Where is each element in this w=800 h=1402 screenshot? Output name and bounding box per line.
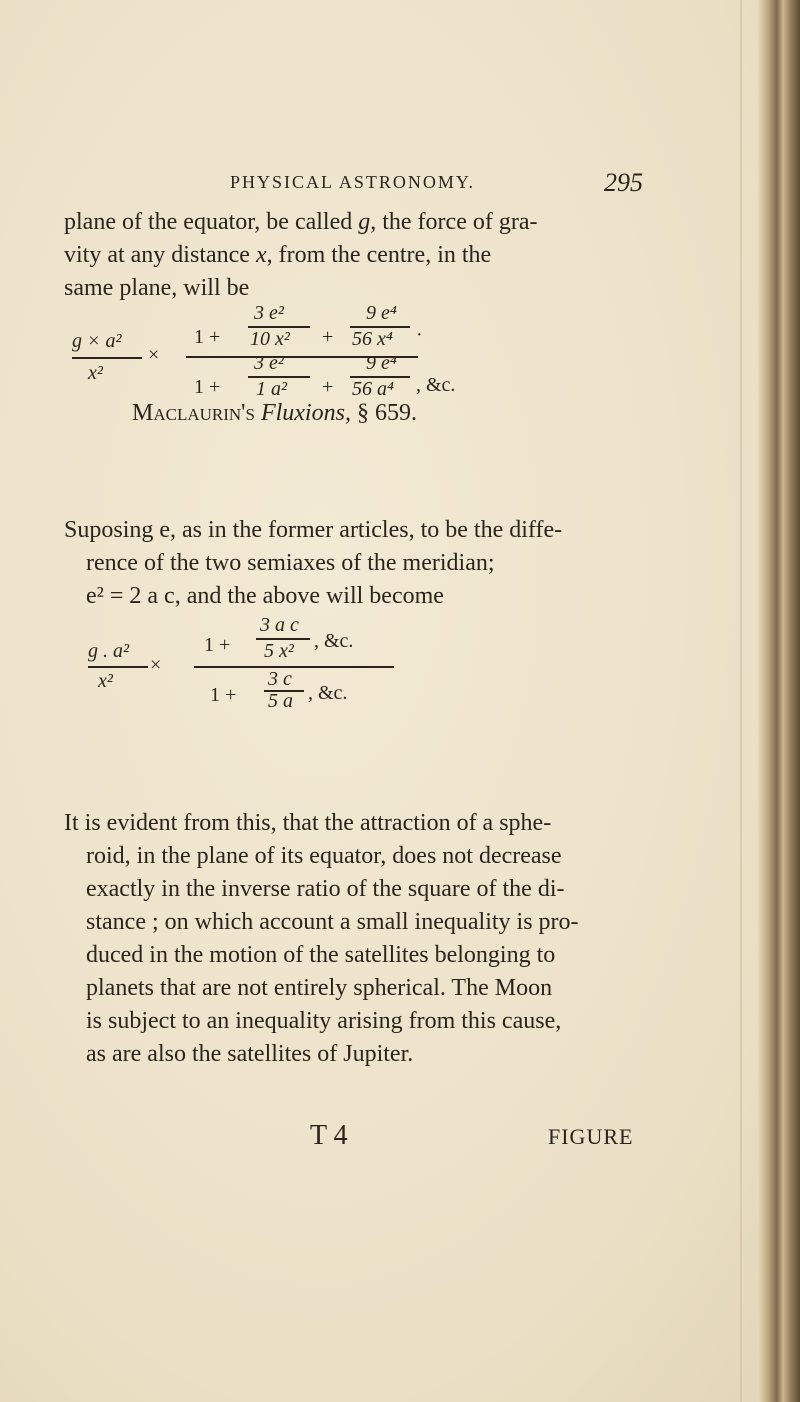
- reference-citation: [132, 400, 417, 427]
- formula-spheroid-attraction: [60, 610, 540, 712]
- para3-line-8: as are also the satellites of Jupiter.: [86, 1041, 414, 1067]
- f1-den-end: , &c.: [416, 374, 456, 396]
- page-footer: [0, 1120, 800, 1160]
- para3-line-1: It is evident from this, that the attraction of a sphe-: [64, 810, 552, 836]
- running-title: PHYSICAL ASTRONOMY.: [230, 172, 476, 192]
- para2-line-2: rence of the two semiaxes of the meridian;: [86, 550, 495, 576]
- f2-den-end: , &c.: [308, 682, 348, 704]
- f1-num-plus: +: [322, 326, 334, 348]
- paragraph-1: [64, 206, 714, 305]
- f1-den-term2-numerator: 9 e⁴: [366, 352, 397, 374]
- f1-num-term1-numerator: 3 e²: [254, 302, 284, 324]
- catchword: FIGURE: [548, 1124, 634, 1149]
- reference-section: § 659.: [356, 400, 417, 426]
- para2-line-1: Suposing e, as in the former articles, to be the diffe-: [64, 517, 563, 543]
- book-binding: [758, 0, 800, 1402]
- f2-times: ×: [150, 654, 162, 676]
- f1-num-term2-denominator: 56 x⁴: [352, 328, 393, 350]
- para3-line-4: stance ; on which account a small inequality is pro-: [86, 909, 579, 935]
- f1-den-term1-numerator: 3 e²: [254, 352, 284, 374]
- f1-lhs-rule: [72, 357, 142, 359]
- paragraph-2: [64, 514, 714, 613]
- para3-line-3: exactly in the inverse ratio of the square of the di-: [86, 876, 565, 902]
- paragraph-3: [64, 807, 714, 1071]
- para2-line-3: e² = 2 a c, and the above will become: [86, 583, 444, 609]
- f2-den-denominator: 5 a: [268, 690, 293, 712]
- f2-num-denominator: 5 x²: [264, 640, 294, 662]
- para1-line-3: same plane, will be: [64, 275, 250, 301]
- f1-times: ×: [148, 344, 160, 366]
- para3-line-7: is subject to an inequality arising from this cause,: [86, 1008, 562, 1034]
- f1-den-term1-denominator: 1 a²: [256, 378, 287, 400]
- f1-den-term2-denominator: 56 a⁴: [352, 378, 394, 400]
- para3-line-6: planets that are not entirely spherical. The Moon: [86, 975, 553, 1001]
- para1-line-1: plane of the equator, be called g, the force of gra-: [64, 209, 538, 235]
- f2-main-rule: [194, 666, 394, 668]
- reference-work: Fluxions,: [260, 400, 351, 426]
- f1-den-one: 1 +: [194, 376, 221, 398]
- signature-mark: T 4: [310, 1120, 348, 1151]
- f2-lhs-denominator: x²: [98, 670, 113, 692]
- f2-lhs-rule: [88, 666, 148, 668]
- f1-num-one: 1 +: [194, 326, 221, 348]
- para3-line-5: duced in the motion of the satellites belonging to: [86, 942, 556, 968]
- f2-den-numerator: 3 c: [268, 668, 292, 690]
- para3-line-2: roid, in the plane of its equator, does not decrease: [86, 843, 562, 869]
- f2-num-one: 1 +: [204, 634, 231, 656]
- f2-lhs-numerator: g . a²: [88, 640, 129, 662]
- f2-den-one: 1 +: [210, 684, 237, 706]
- gutter-shadow: [740, 0, 742, 1402]
- f1-lhs-numerator: g × a²: [72, 330, 122, 352]
- reference-author: Maclaurin's: [132, 400, 255, 426]
- f1-num-end: ·: [416, 324, 423, 346]
- page-header: [0, 168, 800, 202]
- f2-num-numerator: 3 a c: [260, 614, 299, 636]
- f1-lhs-denominator: x²: [88, 362, 103, 384]
- page-number: 295: [604, 168, 643, 197]
- f1-num-term1-denominator: 10 x²: [250, 328, 290, 350]
- f1-den-plus: +: [322, 376, 334, 398]
- f1-num-term2-numerator: 9 e⁴: [366, 302, 397, 324]
- f2-num-end: , &c.: [314, 630, 354, 652]
- formula-gravity-series: [60, 302, 580, 400]
- para1-line-2: vity at any distance x, from the centre, in the: [64, 242, 492, 268]
